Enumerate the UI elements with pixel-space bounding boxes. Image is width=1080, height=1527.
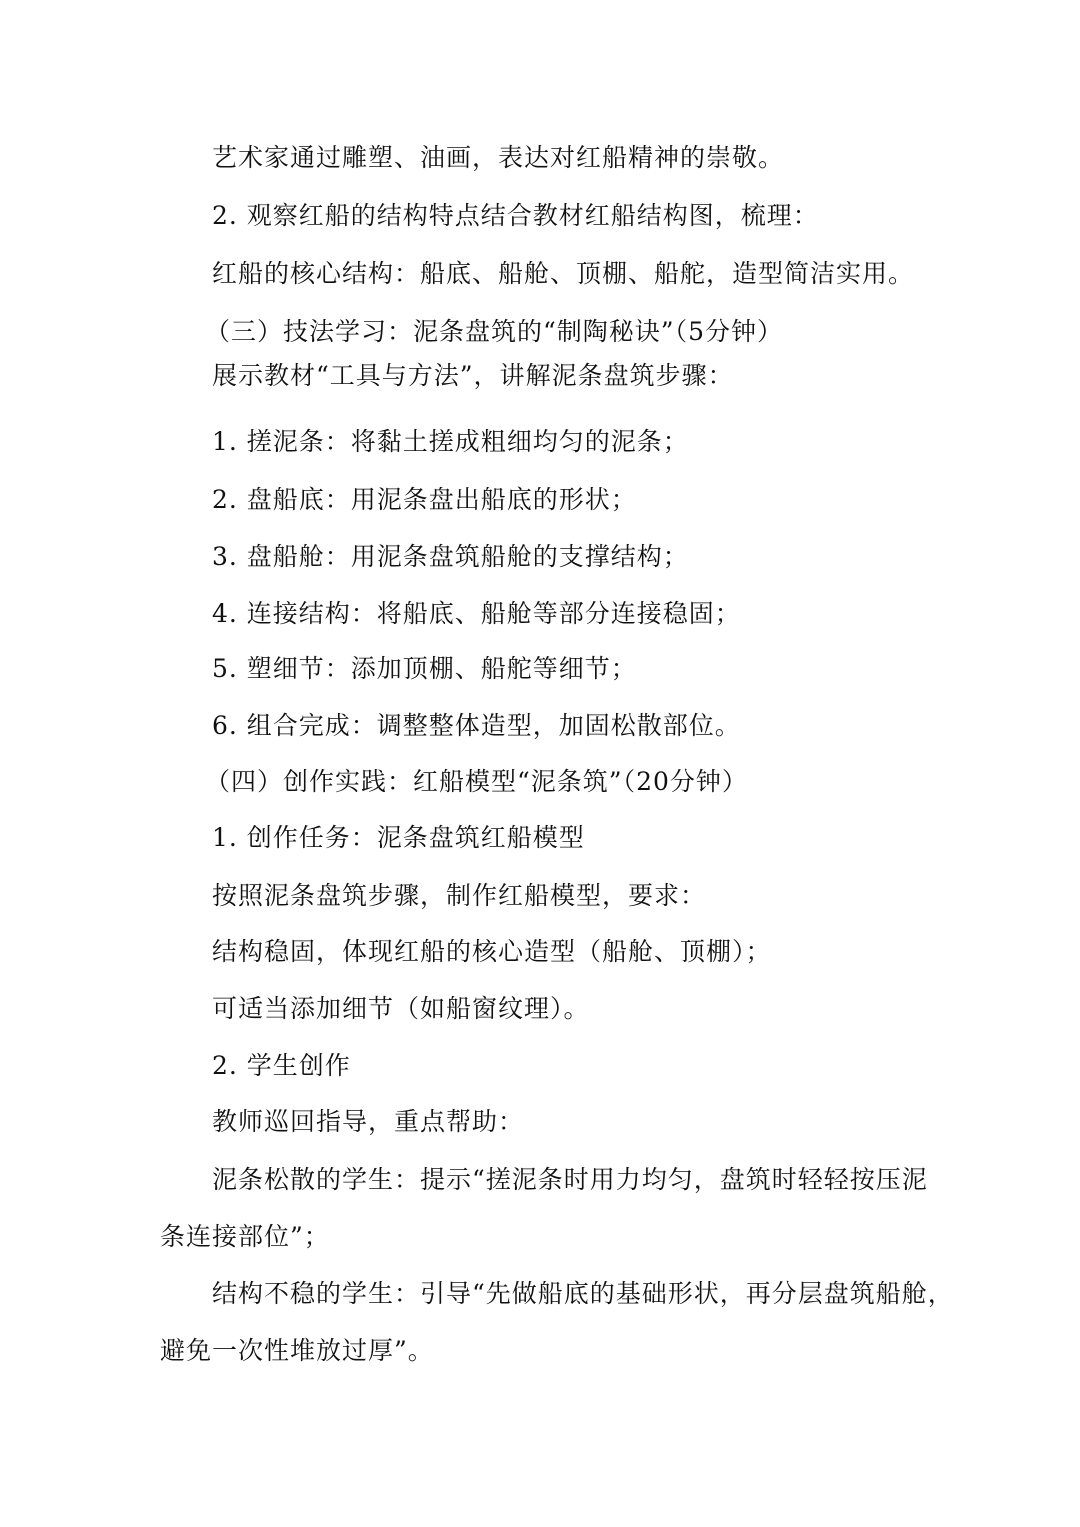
paragraph-line: 可适当添加细节（如船窗纹理）。 <box>212 994 590 1023</box>
paragraph-line: 2. 学生创作 <box>212 1051 351 1080</box>
paragraph-line: 1. 创作任务：泥条盘筑红船模型 <box>212 823 585 852</box>
list-item: 4. 连接结构：将船底、船舱等部分连接稳固； <box>212 599 741 628</box>
paragraph-line: 按照泥条盘筑步骤，制作红船模型，要求： <box>212 881 707 910</box>
paragraph-line: 教师巡回指导，重点帮助： <box>212 1107 525 1136</box>
list-item: 3. 盘船舱：用泥条盘筑船舱的支撑结构； <box>212 542 689 571</box>
paragraph-line: 结构稳固，体现红船的核心造型（船舱、顶棚）； <box>212 937 772 966</box>
paragraph-line: 艺术家通过雕塑、油画，表达对红船精神的崇敬。 <box>212 143 785 172</box>
paragraph-line: 红船的核心结构：船底、船舱、顶棚、船舵，造型简洁实用。 <box>212 259 915 288</box>
paragraph-line: 条连接部位”； <box>160 1222 330 1251</box>
list-item: 1. 搓泥条：将黏土搓成粗细均匀的泥条； <box>212 427 689 456</box>
paragraph-line: 2. 观察红船的结构特点结合教材红船结构图，梳理： <box>212 201 819 230</box>
list-item: 2. 盘船底：用泥条盘出船底的形状； <box>212 485 637 514</box>
paragraph-line: 泥条松散的学生：提示“搓泥条时用力均匀，盘筑时轻轻按压泥 <box>212 1165 928 1194</box>
section-heading: （三）技法学习：泥条盘筑的“制陶秘诀”（5分钟） <box>205 317 783 346</box>
paragraph-line: 避免一次性堆放过厚”。 <box>160 1336 434 1365</box>
section-heading: （四）创作实践：红船模型“泥条筑”（20分钟） <box>205 767 748 796</box>
list-item: 5. 塑细节：添加顶棚、船舵等细节； <box>212 654 637 683</box>
paragraph-line: 结构不稳的学生：引导“先做船底的基础形状，再分层盘筑船舱， <box>212 1279 954 1308</box>
list-item: 6. 组合完成：调整整体造型，加固松散部位。 <box>212 711 741 740</box>
paragraph-line: 展示教材“工具与方法”，讲解泥条盘筑步骤： <box>212 361 734 390</box>
